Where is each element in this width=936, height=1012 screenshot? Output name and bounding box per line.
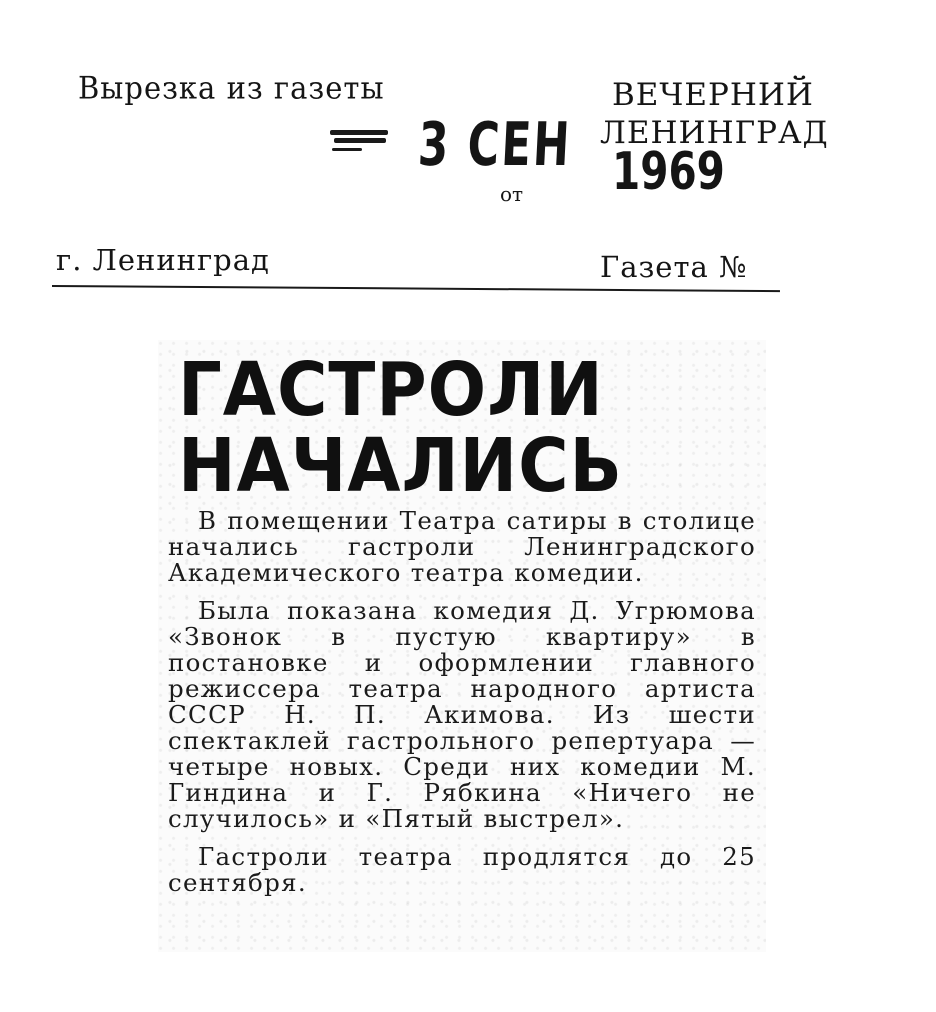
stamp-smudge-mark	[330, 128, 388, 156]
form-label: Вырезка из газеты	[78, 70, 385, 106]
from-label: от	[500, 182, 524, 206]
newspaper-name-line1: ВЕЧЕРНИЙ	[612, 77, 814, 113]
newspaper-name	[600, 76, 845, 152]
article-paragraph: Гастроли театра продлятся до 25 сентября.	[168, 842, 756, 897]
newspaper-clipping	[158, 340, 766, 952]
newspaper-number-label: Газета №	[600, 250, 748, 284]
headline-line1: ГАСТРОЛИ	[178, 347, 604, 433]
article-paragraph: Была показана комедия Д. Угрюмова «Звонок в пустую квартиру» в постановке и оформлении главного режиссера театра народного артиста СССР Н. П. Акимова. Из шести спектаклей гастрольного репертуара — четыре новых. Среди них комедии М. Гиндина и Г. Рябкина «Ничего не случилось» и «Пятый выстрел».	[168, 596, 756, 833]
header-divider	[52, 285, 780, 292]
article-body	[168, 508, 756, 896]
newspaper-name-line2: ЛЕНИНГРАД	[600, 115, 829, 151]
article-headline	[178, 347, 623, 509]
article-paragraph: В помещении Театра сатиры в столице начались гастроли Ленинградского Академического театра комедии.	[168, 506, 756, 587]
city-label: г. Ленинград	[56, 243, 270, 277]
date-stamp: 3 СЕН	[416, 110, 574, 180]
headline-line2: НАЧАЛИСЬ	[178, 423, 623, 509]
year-stamp: 1969	[612, 142, 725, 202]
